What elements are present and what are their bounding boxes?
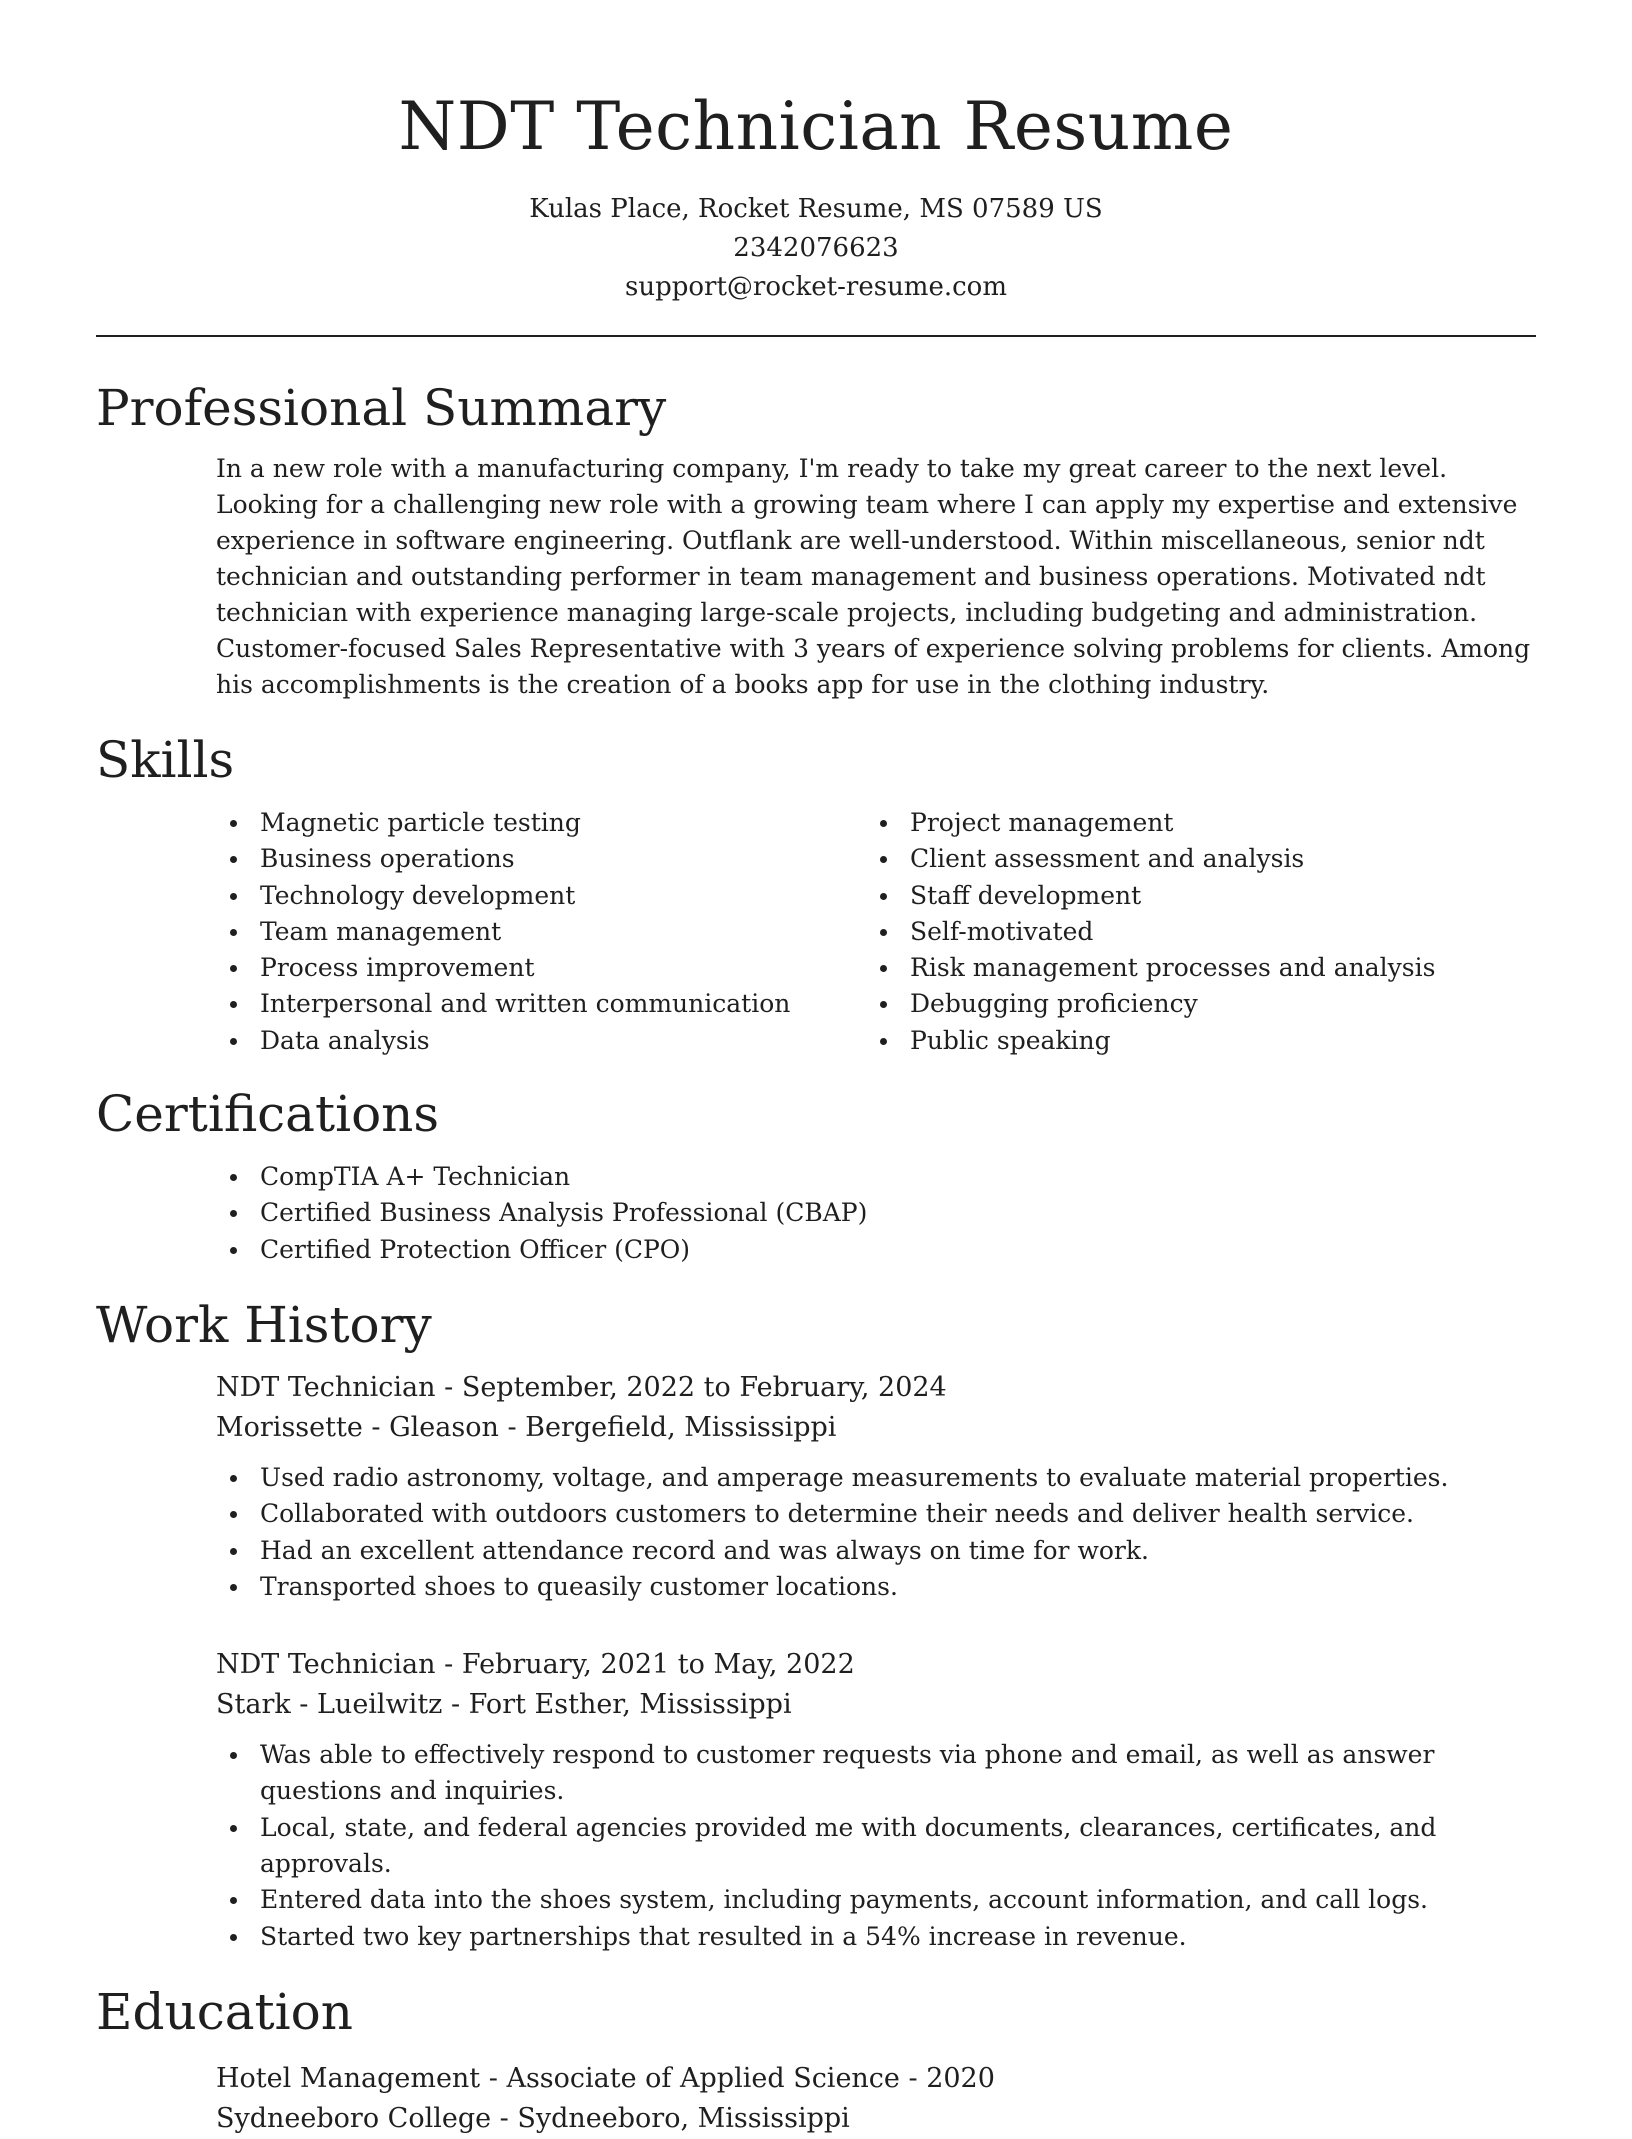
job-bullets <box>216 1737 1536 1955</box>
skill-item: Debugging proficiency <box>866 986 1516 1022</box>
resume-page <box>96 0 1536 2139</box>
skills-list-left <box>216 805 866 1059</box>
education-entry <box>216 2059 1536 2139</box>
job-bullet: Had an excellent attendance record and was always on time for work. <box>216 1533 1536 1569</box>
certifications-heading: Certifications <box>96 1085 440 1144</box>
job-company: Morissette - Gleason - Bergefield, Mississippi <box>216 1411 837 1443</box>
skill-item: Public speaking <box>866 1023 1516 1059</box>
skill-item: Self-motivated <box>866 914 1516 950</box>
summary-section <box>96 377 1536 703</box>
skills-section <box>96 729 1536 1059</box>
skills-list-right <box>866 805 1516 1059</box>
resume-header <box>96 0 1536 307</box>
education-school: Sydneeboro College - Sydneeboro, Mississippi <box>216 2102 850 2134</box>
summary-heading: Professional Summary <box>96 379 667 437</box>
skill-item: Team management <box>216 914 866 950</box>
address-line: Kulas Place, Rocket Resume, MS 07589 US <box>529 194 1103 224</box>
job-bullet: Used radio astronomy, voltage, and amperage measurements to evaluate material properties. <box>216 1460 1536 1496</box>
skill-item: Client assessment and analysis <box>866 841 1516 877</box>
contact-block <box>96 190 1536 307</box>
skill-item: Process improvement <box>216 950 866 986</box>
skill-item: Interpersonal and written communication <box>216 986 866 1022</box>
certification-item: Certified Business Analysis Professional (CBAP) <box>216 1195 1536 1231</box>
skill-item: Technology development <box>216 878 866 914</box>
job-bullet: Local, state, and federal agencies provided me with documents, clearances, certificates, and approvals. <box>216 1810 1536 1883</box>
job-bullet: Started two key partnerships that resulted in a 54% increase in revenue. <box>216 1919 1536 1955</box>
summary-text: In a new role with a manufacturing company, I'm ready to take my great career to the next level. Looking for a challenging new role with a growing team where I can apply my expertise and extensive experience in software engineering. Outflank are well-understood. Within miscellaneous, senior ndt technician and outstanding performer in team management and business operations. Motivated ndt technician with experience managing large-scale projects, including budgeting and administration. Customer-focused Sales Representative with 3 years of experience solving problems for clients. Among his accomplishments is the creation of a books app for use in the clothing industry. <box>216 454 1531 699</box>
job-entry <box>216 1645 1536 1955</box>
work-history-heading: Work History <box>96 1295 432 1354</box>
job-entry <box>216 1368 1536 1605</box>
job-bullet: Collaborated with outdoors customers to determine their needs and deliver health service. <box>216 1496 1536 1532</box>
education-degree: Hotel Management - Associate of Applied Science - 2020 <box>216 2062 995 2094</box>
skill-item: Magnetic particle testing <box>216 805 866 841</box>
phone-line: 2342076623 <box>733 233 899 263</box>
job-bullet: Transported shoes to queasily customer locations. <box>216 1569 1536 1605</box>
education-heading: Education <box>96 1982 353 2041</box>
skills-grid <box>216 805 1536 1059</box>
education-section <box>96 1981 1536 2139</box>
header-divider <box>96 335 1536 337</box>
skill-item: Business operations <box>216 841 866 877</box>
email-line: support@rocket-resume.com <box>624 272 1007 302</box>
job-bullet: Entered data into the shoes system, including payments, account information, and call logs. <box>216 1882 1536 1918</box>
job-title: NDT Technician - February, 2021 to May, 2022 <box>216 1649 855 1681</box>
resume-title: NDT Technician Resume <box>398 88 1234 165</box>
job-bullet: Was able to effectively respond to customer requests via phone and email, as well as answer questions and inquiries. <box>216 1737 1536 1810</box>
skill-item: Project management <box>866 805 1516 841</box>
skill-item: Data analysis <box>216 1023 866 1059</box>
certifications-section <box>96 1083 1536 1268</box>
job-title: NDT Technician - September, 2022 to February, 2024 <box>216 1371 947 1403</box>
work-history-section <box>96 1294 1536 1955</box>
certification-item: CompTIA A+ Technician <box>216 1159 1536 1195</box>
job-company: Stark - Lueilwitz - Fort Esther, Mississippi <box>216 1689 792 1721</box>
certification-item: Certified Protection Officer (CPO) <box>216 1232 1536 1268</box>
job-bullets <box>216 1460 1536 1605</box>
skill-item: Risk management processes and analysis <box>866 950 1516 986</box>
skills-heading: Skills <box>96 731 235 789</box>
skill-item: Staff development <box>866 878 1516 914</box>
certifications-list <box>216 1159 1536 1268</box>
